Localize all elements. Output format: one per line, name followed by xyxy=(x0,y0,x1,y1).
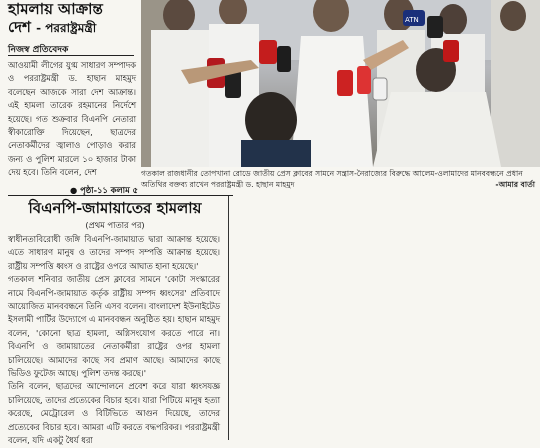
story1-rule xyxy=(8,55,134,56)
story1-headline-main: দেশ xyxy=(8,18,31,36)
story1-headline xyxy=(8,0,140,37)
photo-caption xyxy=(141,168,535,191)
story1-body xyxy=(8,59,136,180)
story2-continued-from: (প্রথম পাতার পর) xyxy=(85,220,145,230)
press-photo-illustration xyxy=(141,0,540,167)
story2-paragraph-1: স্বাধীনতাবিরোধী জঙ্গি বিএনপি-জামায়াত দ্বারা আক্রান্ত হয়েছে। এতে সাধারণ মানুষ ও তাদের সম্পদ সম্পত্তি আক্রান্ত হয়েছে। রাষ্ট্রীয় সম্পত্তি ধ্বংস ও রাষ্ট্রের ওপরে আঘাত হানা হয়েছে।' xyxy=(8,234,220,271)
photo-credit: -আমার বার্তা xyxy=(495,180,535,190)
press-photo xyxy=(141,0,540,167)
story1-headline-line1: হামলায় আক্রান্ত xyxy=(8,0,103,18)
story1-continued: ● পৃষ্ঠা-১১ কলাম ৫ xyxy=(70,185,138,195)
column-divider xyxy=(228,196,229,440)
photo-caption-text: গতকাল রাজধানীর তোপখানা রোডে জাতীয় প্রেস ক্লাবের সামনে সন্ত্রাস-নৈরাজ্যের বিরুদ্ধে আলেম-ওলামাদের মানববন্ধনে প্রধান অতিথির বক্তব্য রাখেন পররাষ্ট্রমন্ত্রী ড. হাছান মাহমুদ xyxy=(141,169,523,190)
story1-headline-sub: - পররাষ্ট্রমন্ত্রী xyxy=(36,21,97,35)
story1-headline-line2 xyxy=(8,18,140,37)
svg-text:ATN: ATN xyxy=(405,16,419,24)
story2-paragraph-3: তিনি বলেন, ছাত্রদের আন্দোলনে প্রবেশ করে যারা ধ্বংসযজ্ঞ চালিয়েছে, তাদের প্রত্যেকের বিচার হবে। যারা পিটিয়ে মানুষ হত্যা করেছে, মেট্রোরেল ও বিটিভিতে আগুন দিয়েছে, তাদের প্রত্যেকের বিচার হবে। আমরা এটি করতে বদ্ধপরিকর। পররাষ্ট্রমন্ত্রী বলেন, যদি একটু ধৈর্য ধরা xyxy=(8,381,220,446)
story1-byline: নিজস্ব প্রতিবেদক xyxy=(8,45,69,55)
story2-body xyxy=(8,233,220,448)
story2-paragraph-2: গতকাল শনিবার জাতীয় প্রেস ক্লাবের সামনে 'কোটা সংস্কারের নামে বিএনপি-জামায়াত কর্তৃক রাষ্ট্রীয় সম্পদ ধ্বংসের' প্রতিবাদে আয়োজিত মানববন্ধনে তিনি এসব বলেন। বাংলাদেশ ইউনাইটেড ইসলামী পার্টির উদ্যোগে এ মানববন্ধন অনুষ্ঠিত হয়। হাছান মাহমুদ বলেন, 'কোনো ছাত্র হামলা, অগ্নিসংযোগ করতে পারে না। বিএনপি ও জামায়াতের নেতাকর্মীরা রাষ্ট্রের ওপর হামলা চালিয়েছে। আমাদের কাছে সব প্রমাণ আছে। আমাদের কাছে ভিডিও ফুটেজ আছে। পুলিশ তদন্ত করছে।' xyxy=(8,274,220,379)
story2-headline: বিএনপি-জামায়াতের হামলায় xyxy=(28,199,202,217)
story2-top-rule xyxy=(8,195,233,196)
story1-paragraph: আওয়ামী লীগের যুগ্ম সাধারণ সম্পাদক ও পররাষ্ট্রমন্ত্রী ড. হাছান মাহমুদ বলেছেন আজকে সারা দেশ আক্রান্ত। এই হামলা তারেক রহমানের নির্দেশে হয়েছে। গত শুক্রবার বিএনপি নেতারা স্বীকারোক্তি দিয়েছেন, ছাত্রদের নেতাকর্মীদের জ্বালাও পোড়াও করার জন্য ও পুলিশ মারলে ১০ হাজার টাকা দেয় হবে। তিনি বলেন, দেশ xyxy=(8,60,136,178)
mic-label-atn xyxy=(405,16,419,24)
